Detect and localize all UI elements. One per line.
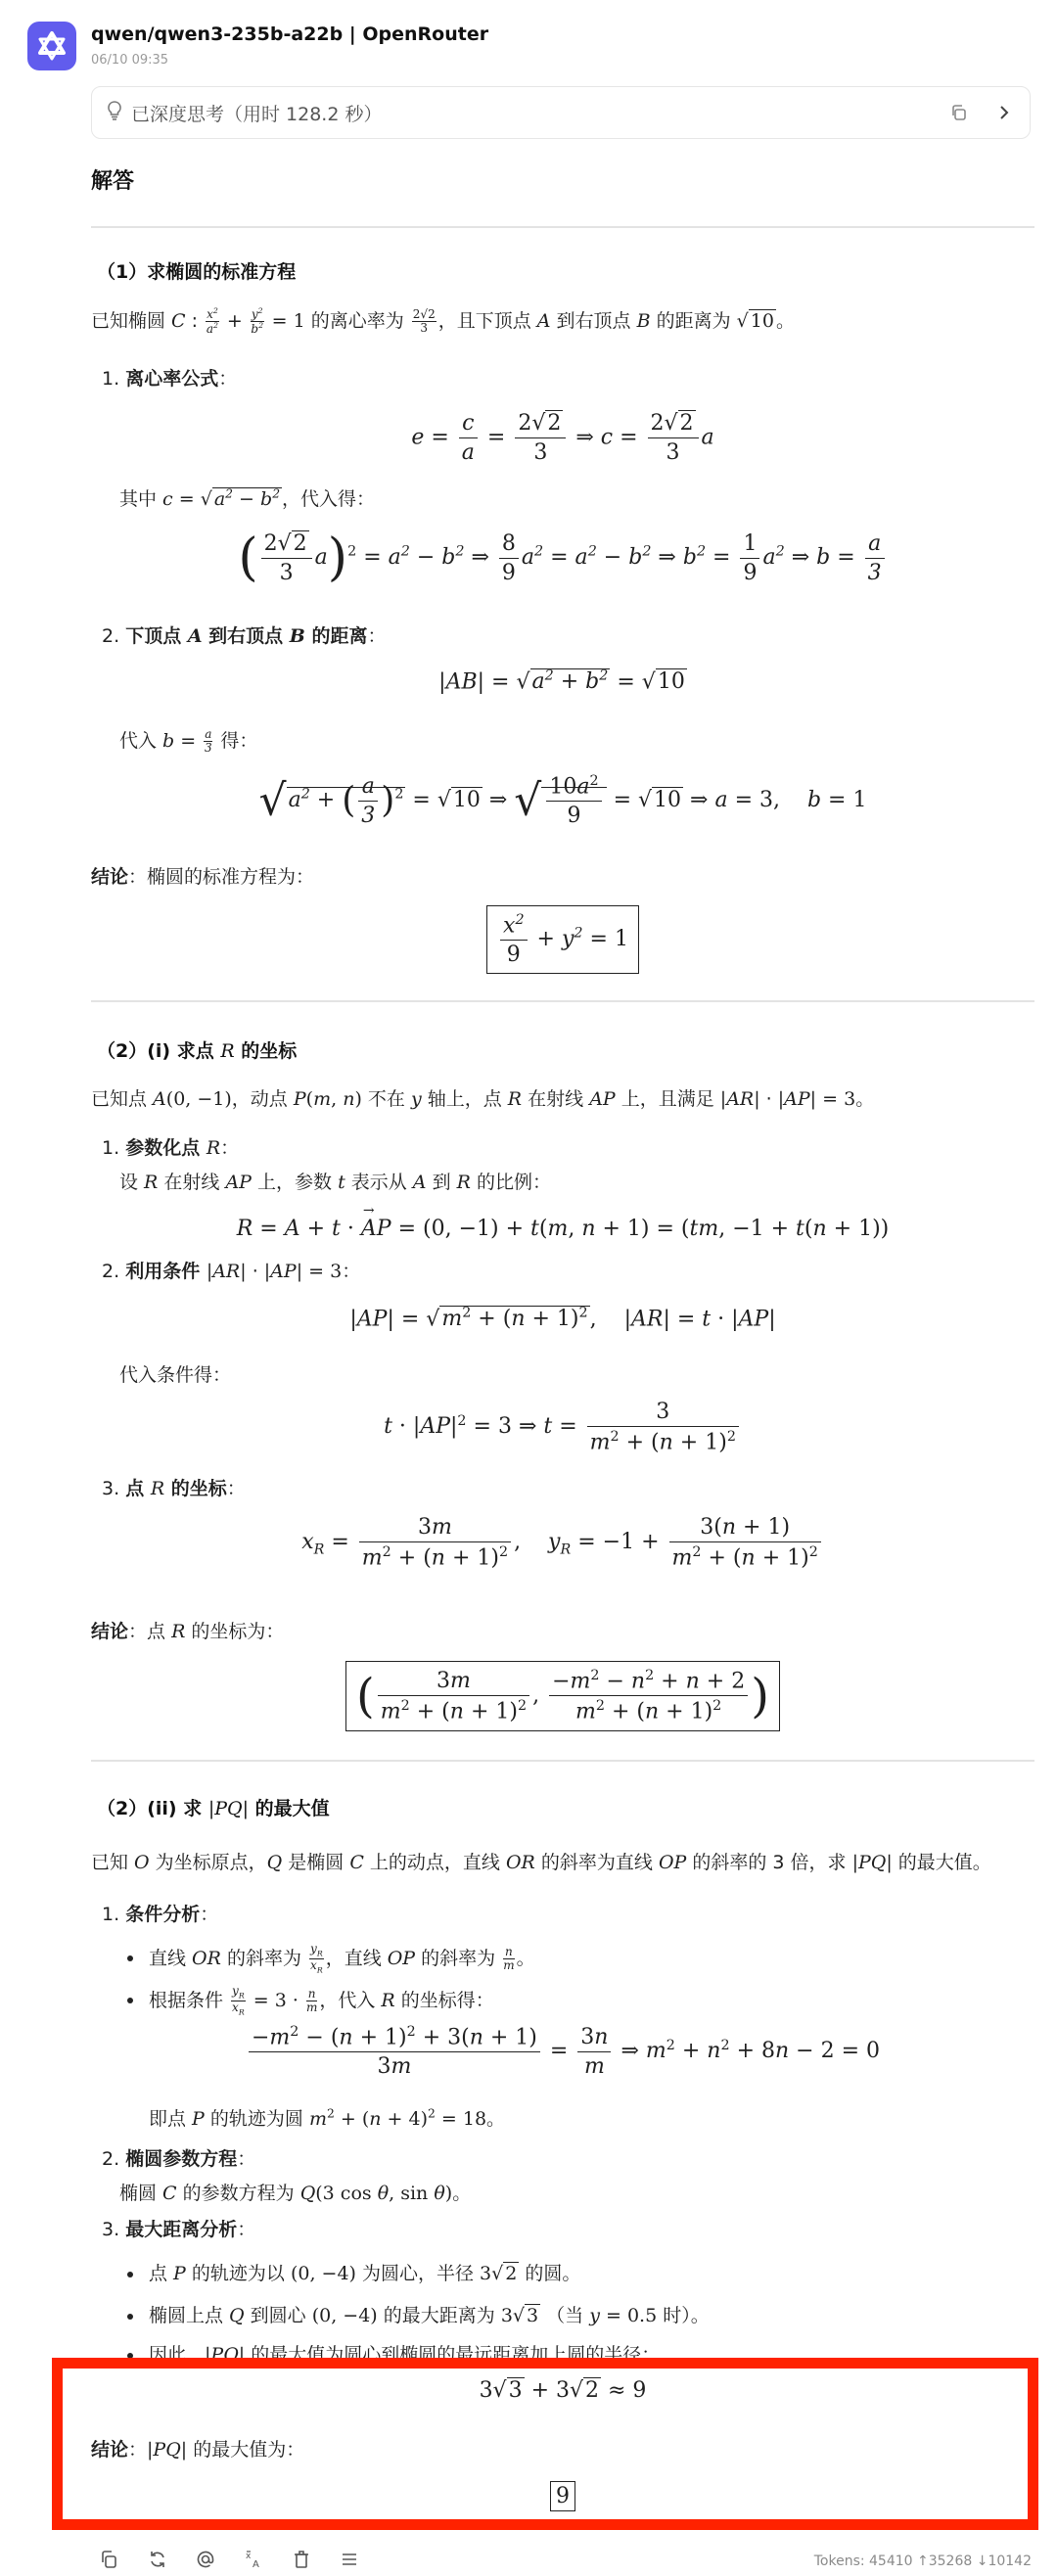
lightbulb-icon — [106, 100, 123, 126]
menu-icon — [340, 2550, 359, 2569]
parametric-note: 椭圆 C 的参数方程为 Q(3 cos θ, sin θ)。 — [119, 2183, 472, 2204]
copy-icon — [950, 104, 968, 121]
part2ii-step1: 1. 条件分析： — [102, 1904, 219, 1925]
substitute-condition-note: 代入条件得： — [119, 1364, 232, 1386]
ap-length-equation: $|AP| = √m^2 + (n + 1)^2$, |AR| = t · |AP| — [349, 1306, 776, 1332]
message-timestamp: 06/10 09:35 — [91, 53, 169, 68]
part2ii-heading: （2）(ii) 求 |PQ| 的最大值 — [97, 1798, 330, 1819]
distance-ab-equation: $|AB| = √a^2 + b^2 = √10$ — [438, 668, 685, 695]
r-coordinates-equation: $x_R$ = $\frac{3m}{m^2 + (n + 1)^2}$ , $y_R = -1$ + $\frac{3(n + 1)}{m^2 + (n + 1)^2}$ — [91, 1515, 1034, 1570]
part2i-heading: （2）(i) 求点 R 的坐标 — [97, 1040, 298, 1062]
qwen-logo-icon — [35, 29, 69, 63]
list-item: 点 P 的轨迹为以 (0, −4) 为圆心，半径 3√ 2 的圆。 — [127, 2259, 580, 2285]
part2ii-step3: 3. 最大距离分析： — [102, 2219, 256, 2240]
slope-condition-equation: $\frac{-m^2 - (n + 1)^2 + 3(n + 1)}{3m}$ = $\frac{3n}{m}$ ⇒ $m^2 + n^2 + 8n - 2 = 0$ — [91, 2024, 1034, 2079]
r-vector-equation: R = A + t · AP → = (0, −1) + t(m, n + 1) = (tm, −1 + t(n + 1)) — [236, 1203, 890, 1241]
message-actions — [98, 2548, 361, 2571]
substitution-note: 其中 c = √ $a^2 - b^2$ ，代入得： — [119, 486, 376, 510]
model-avatar — [27, 22, 76, 70]
part2i-problem-statement: 已知点 A(0, −1)，动点 P(m, n) 不在 y 轴上，点 R 在射线 AP 上，且满足 |AR| · |AP| = 3。 — [91, 1088, 875, 1110]
list-item: 椭圆上点 Q 到圆心 (0, −4) 的最大距离为 3√ 3 （当 y = 0.5 时）。 — [127, 2301, 710, 2327]
part2i-step3: 3. 点 R 的坐标： — [102, 1478, 246, 1499]
part1-problem-statement: 已知椭圆 C : $\frac{x^2}{a^2}$ + $\frac{y^2}{b^2}$ = 1 的离心率为 $\frac{2√2}{3}$ ，且下顶点 A 到右顶点 B 的距离为 √ 10 。 — [91, 305, 795, 336]
expand-thinking-button[interactable] — [992, 101, 1016, 124]
translate-button[interactable] — [242, 2548, 265, 2571]
thinking-label: 已深度思考（用时 128.2 秒） — [131, 103, 383, 125]
part1-heading: （1）求椭圆的标准方程 — [97, 261, 297, 283]
t-solution-equation: $t \cdot |AP|^2 = 3$ ⇒ t = $\frac{3}{m^2 + (n + 1)^2}$ — [91, 1400, 1034, 1454]
section-divider — [91, 1000, 1034, 1002]
delete-button[interactable] — [290, 2548, 313, 2571]
answer-heading: 解答 — [91, 169, 135, 194]
list-item: 因此，|PQ| 的最大值为圆心到椭圆的最远距离加上圆的半径： — [127, 2340, 660, 2367]
mention-button[interactable] — [194, 2548, 217, 2571]
max-distance-equation: 3√3 + 3√2 ≈ 9 — [479, 2378, 647, 2403]
part1-step2: 2. 下顶点 A 到右顶点 B 的距离： — [102, 625, 387, 647]
translate-icon — [244, 2550, 263, 2569]
section-divider — [91, 226, 1034, 228]
locus-note: 即点 P 的轨迹为圆 $m^2 + (n + 4)^2 = 18$。 — [149, 2106, 506, 2130]
derivation-b-equation: ( $\frac{2√2}{3}$ $a)^2 = a^2 - b^2$ ⇒ $\frac{8}{9}$ $a^2 = a^2 - b^2$ ⇒ $b^2$ = $\frac{1}{9}$ $a^2$ ⇒ b = $\frac{a}{3}$ — [91, 529, 1034, 587]
chat-title: qwen/qwen3-235b-a22b | OpenRouter — [91, 23, 489, 45]
eccentricity-equation: e = $\frac{c}{a}$ = $\frac{2√2}{3}$ ⇒ c = $\frac{2√2}{3}$ a — [411, 411, 714, 465]
at-sign-icon — [196, 2550, 215, 2569]
substitute-b-note: 代入 b = $\frac{a}{3}$ 得： — [119, 726, 258, 755]
part2ii-step2: 2. 椭圆参数方程： — [102, 2148, 256, 2170]
svg-text:x: x — [246, 2552, 252, 2561]
trash-icon — [292, 2550, 311, 2569]
svg-text:A: A — [253, 2559, 259, 2569]
thinking-summary-bar[interactable] — [91, 86, 1031, 139]
final-answer: 9 — [91, 2481, 1034, 2511]
list-item: 根据条件 $\frac{y_R}{x_R}$ = 3 · $\frac{n}{m}$ ，代入 R 的坐标得： — [127, 1985, 494, 2017]
solve-a-b-equation: $√a^2$ + ( $\frac{a}{3}$ )$^2$ = √10 ⇒ √ $\frac{10a^2}{9}$ = √10 ⇒ a = 3, b = 1 — [258, 773, 867, 829]
part2ii-conclusion: 结论：|PQ| 的最大值为： — [91, 2439, 305, 2461]
regenerate-button[interactable] — [146, 2548, 169, 2571]
part2i-step2: 2. 利用条件 |AR| · |AP| = 3： — [102, 1261, 361, 1282]
section-divider — [91, 1760, 1034, 1762]
part2ii-problem-statement: 已知 O 为坐标原点，Q 是椭圆 C 上的动点，直线 OR 的斜率为直线 OP 的斜率的 3 倍，求 |PQ| 的最大值。 — [91, 1852, 991, 1873]
list-item: 直线 OR 的斜率为 $\frac{y_R}{x_R}$ ，直线 OP 的斜率为 $\frac{n}{m}$ 。 — [127, 1943, 535, 1975]
more-menu-button[interactable] — [338, 2548, 361, 2571]
part2i-conclusion: 结论：点 R 的坐标为： — [91, 1621, 285, 1642]
parametrize-note: 设 R 在射线 AP 上，参数 t 表示从 A 到 R 的比例： — [119, 1172, 551, 1193]
part1-conclusion: 结论：椭圆的标准方程为： — [91, 866, 315, 888]
part1-step1: 1. 离心率公式： — [102, 368, 238, 390]
refresh-icon — [148, 2550, 167, 2569]
r-coordinates-result: ( $\frac{3m}{m^2 + (n + 1)^2}$ , $\frac{-m^2 - n^2 + n + 2}{m^2 + (n + 1)^2}$ ) — [91, 1661, 1034, 1731]
copy-thinking-button[interactable] — [947, 101, 971, 124]
ellipse-standard-equation-result: $\frac{x^2}{9}$ + $y^2 = 1$ — [91, 905, 1034, 974]
part2i-step1: 1. 参数化点 R： — [102, 1137, 240, 1159]
chevron-right-icon — [997, 104, 1011, 121]
copy-button[interactable] — [98, 2548, 121, 2571]
token-usage: Tokens: 45410 ↑35268 ↓10142 — [813, 2553, 1032, 2569]
copy-icon — [100, 2550, 119, 2569]
